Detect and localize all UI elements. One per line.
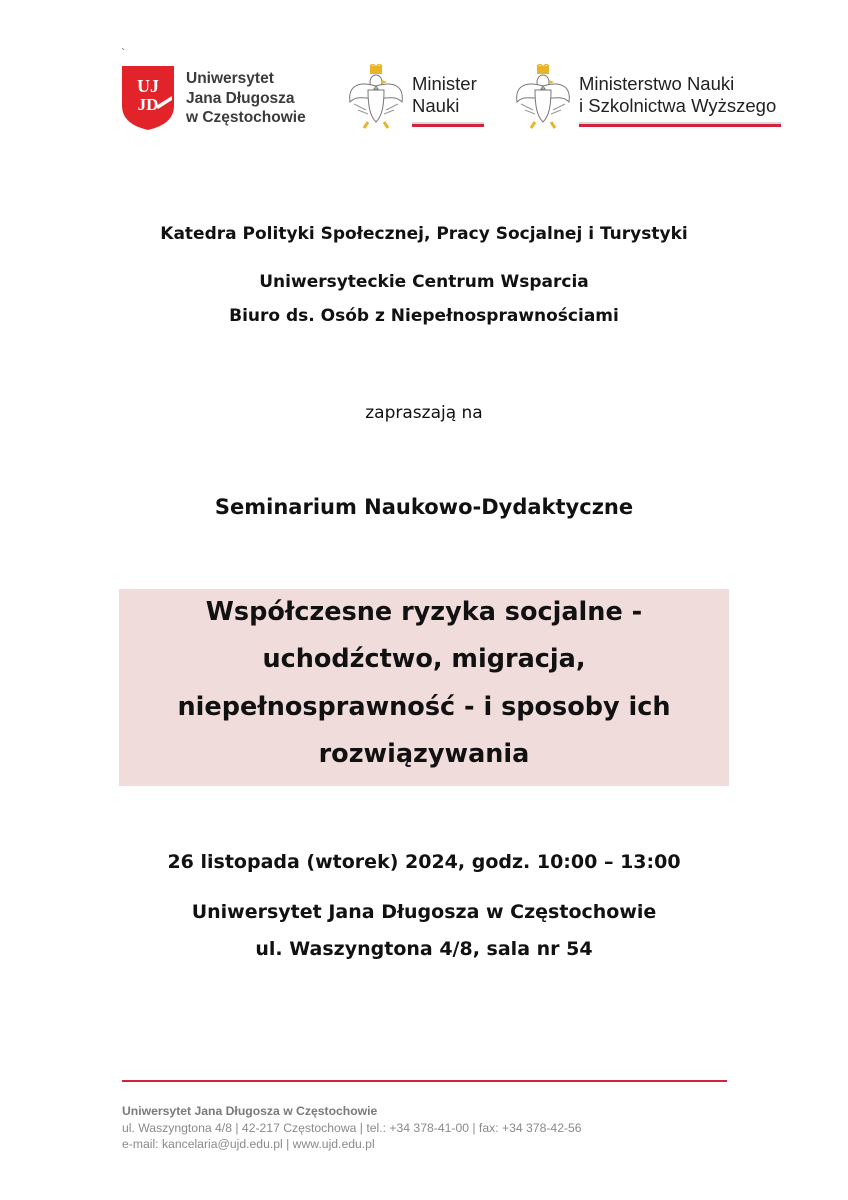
university-name-line2: Jana Długosza	[186, 89, 295, 107]
ujd-shield-icon	[122, 66, 174, 130]
minister-line1: Minister	[412, 73, 477, 94]
svg-text:JD: JD	[137, 95, 159, 114]
university-logo	[122, 66, 322, 132]
university-name-line3: w Częstochowie	[186, 109, 306, 126]
support-center-name: Uniwersyteckie Centrum Wsparcia	[259, 272, 589, 292]
flag-stripe	[579, 122, 781, 127]
footer-address: ul. Waszyngtona 4/8 | 42-217 Częstochowa | tel.: +34 378-41-00 | fax: +34 378-42-56	[122, 1120, 582, 1135]
seminar-title-line2: uchodźctwo, migracja,	[262, 644, 586, 674]
seminar-title-line3: niepełnosprawność - i sposoby ich	[177, 692, 671, 722]
department-name: Katedra Polityki Społecznej, Pracy Socjalnej i Turystyki	[160, 224, 688, 244]
footer-divider	[122, 1080, 727, 1082]
svg-text:UJ: UJ	[137, 76, 159, 96]
event-type: Seminarium Naukowo-Dydaktyczne	[214, 495, 634, 519]
ministry-logo	[513, 64, 788, 136]
footer-university-name: Uniwersytet Jana Długosza w Częstochowie	[122, 1104, 378, 1118]
eagle-emblem-icon	[513, 64, 573, 132]
ministry-line1: Ministerstwo Nauki	[579, 73, 735, 94]
footer-contact: e-mail: kancelaria@ujd.edu.pl | www.ujd.edu.pl	[122, 1137, 375, 1151]
seminar-title-box	[119, 589, 729, 786]
flag-stripe	[412, 122, 484, 127]
seminar-title-line1: Współczesne ryzyka socjalne -	[205, 597, 643, 627]
minister-line2: Nauki	[412, 95, 460, 116]
header-logos: ` UJ JD Uniwersytet Jana Długosza w Częstochowie Minister Nauki Ministerstwo Nauki i Szkolnictwa Wyższego	[0, 0, 848, 150]
event-date: 26 listopada (wtorek) 2024, godz. 10:00 – 13:00	[167, 851, 681, 873]
seminar-title-line4: rozwiązywania	[318, 739, 530, 769]
disability-office-name: Biuro ds. Osób z Niepełnosprawnościami	[229, 306, 619, 326]
footer	[122, 1103, 582, 1153]
minister-logo	[346, 64, 491, 136]
university-name-line1: Uniwersytet	[186, 70, 274, 87]
ministry-line2: i Szkolnictwa Wyższego	[579, 95, 777, 116]
event-venue: Uniwersytet Jana Długosza w Częstochowie	[191, 901, 657, 923]
event-address: ul. Waszyngtona 4/8, sala nr 54	[255, 938, 593, 960]
invite-text: zapraszają na	[365, 403, 483, 423]
eagle-emblem-icon	[346, 64, 406, 132]
